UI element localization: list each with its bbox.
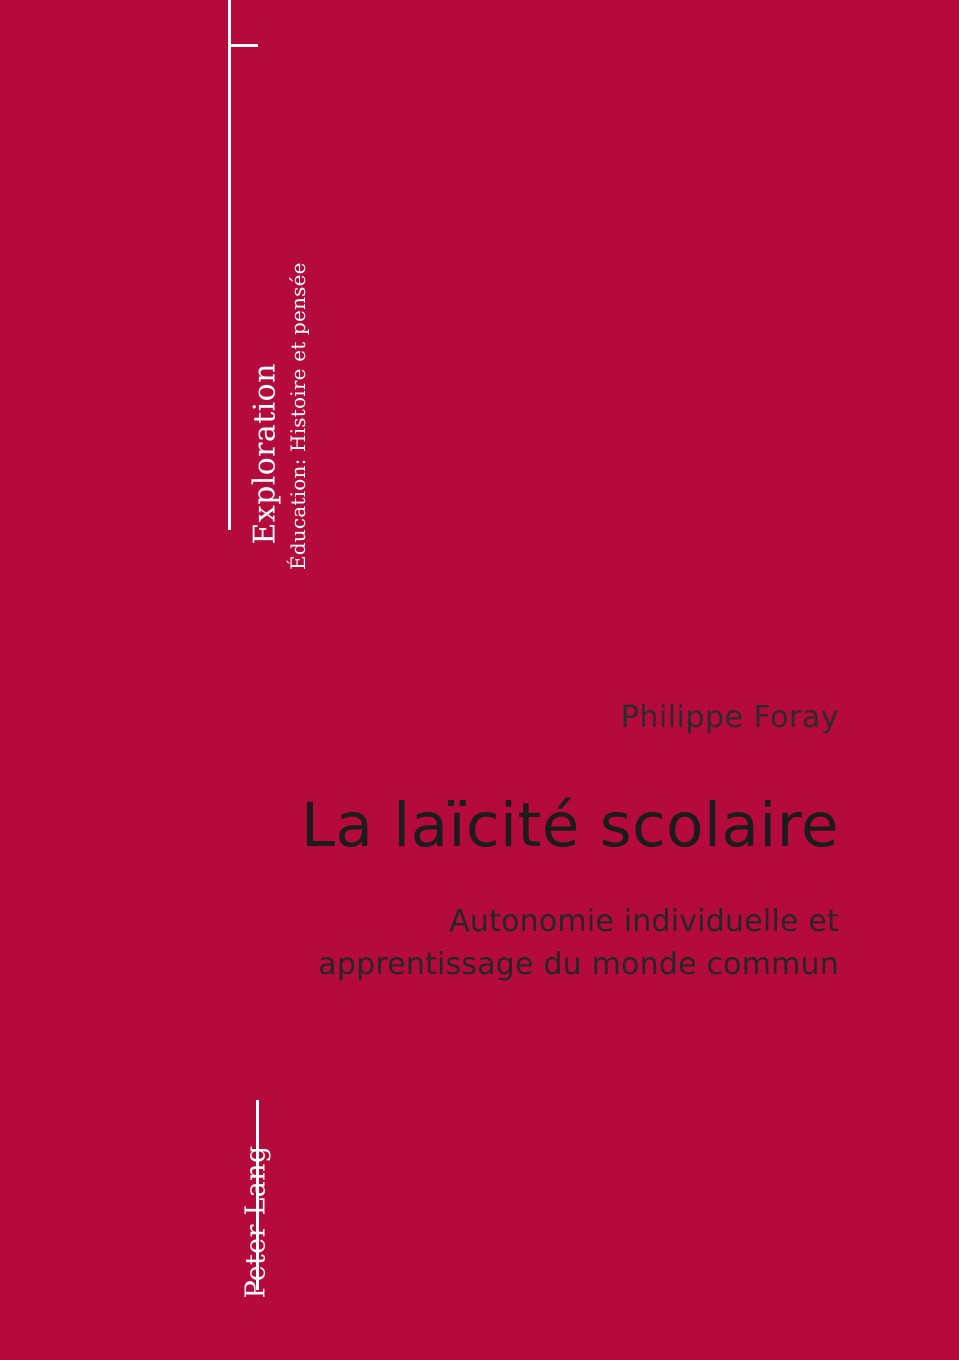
series-name: Exploration	[247, 363, 283, 545]
series-block	[228, 0, 318, 570]
book-subtitle	[139, 901, 839, 986]
publisher-name: Peter Lang	[240, 1145, 272, 1299]
title-area	[139, 700, 839, 986]
series-subtitle: Éducation: Histoire et pensée	[286, 262, 310, 570]
publisher-block	[228, 1100, 288, 1299]
book-subtitle-line-2: apprentissage du monde commun	[318, 946, 839, 982]
book-subtitle-line-1: Autonomie individuelle et	[449, 904, 839, 940]
book-title: La laïcité scolaire	[300, 790, 839, 861]
author-name: Philippe Foray	[620, 700, 839, 735]
series-vertical-rule	[228, 0, 231, 530]
